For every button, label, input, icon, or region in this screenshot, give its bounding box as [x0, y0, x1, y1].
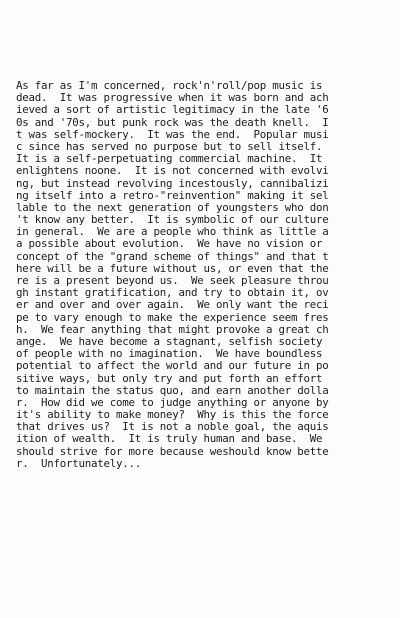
text-line: sitive ways, but only try and put forth an effort — [16, 371, 323, 385]
text-line: r. Unfortunately... — [16, 456, 142, 470]
text-line: t was self-mockery. It was the end. Popular musi — [16, 127, 329, 141]
typewritten-essay — [16, 80, 329, 470]
text-line: 't know any better. It is symbolic of our culture — [16, 213, 329, 227]
text-line: c since has served no purpose but to sell itself. — [16, 139, 323, 153]
text-line: re is a present beyond us. We seek pleasure throu — [16, 274, 329, 287]
text-line: r. How did we come to judge anything or anyone by — [16, 395, 329, 409]
text-line: a possible about evolution. We have no vision or — [16, 237, 323, 251]
text-line: dead. It was progressive when it was born and ach — [16, 91, 329, 105]
text-line: pe to vary enough to make the experience seem fres — [16, 310, 329, 324]
text-line: ng, but instead revolving incestously, cannibalizi — [16, 176, 329, 190]
text-line: of people with no imagination. We have boundless — [16, 347, 323, 361]
text-line: in general. We are a people who think as little a — [16, 225, 329, 239]
text-line: it's ability to make money? Why is this the force — [16, 408, 329, 422]
text-line: to maintain the status quo, and earn another dolla — [16, 383, 329, 397]
text-line: ange. We have become a stagnant, selfish society — [16, 334, 323, 348]
text-line: h. We fear anything that might provoke a great ch — [16, 322, 329, 336]
text-line: enlightens noone. It is not concerned with evolvi — [16, 164, 329, 178]
text-line: As far as I'm concerned, rock'n'roll/pop music is — [16, 79, 323, 92]
text-line: It is a self-perpetuating commercial machine. It — [16, 152, 323, 166]
text-line: er and over and over again. We only want the reci — [16, 298, 329, 312]
text-line: 0s and '70s, but punk rock was the death knell. I — [16, 115, 329, 129]
text-line: ition of wealth. It is truly human and base. We — [16, 432, 323, 446]
text-line: concept of the "grand scheme of things" and that t — [16, 249, 329, 263]
text-line: gh instant gratification, and try to obtain it, ov — [16, 286, 329, 300]
text-line: lable to the next generation of youngsters who don — [16, 200, 329, 214]
text-line: should strive for more because weshould know bette — [16, 444, 329, 458]
text-line: here will be a future without us, or even that the — [16, 261, 329, 275]
text-line: that drives us? It is not a noble goal, the aquis — [16, 420, 329, 434]
text-line: ng itself into a retro-"reinvention" making it sel — [16, 188, 329, 202]
text-line: potential to affect the world and our future in po — [16, 359, 329, 373]
text-line: ieved a sort of artistic legitimacy in the late '6 — [16, 103, 329, 117]
